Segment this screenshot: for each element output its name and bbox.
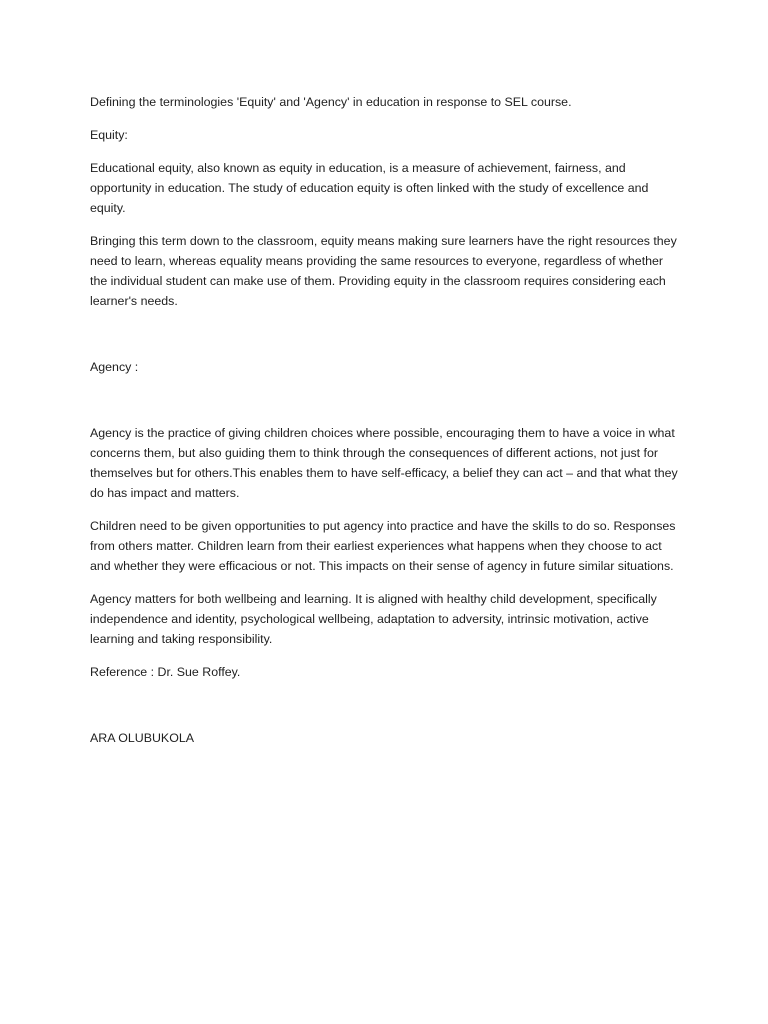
agency-heading: Agency :	[90, 360, 139, 374]
agency-paragraph-2: Children need to be given opportunities to put agency into practice and have the skills to do so. Responses from others matter. Children learn from their earliest experiences what happens when they choose to act and whether they were efficacious or not. This impacts on their sense of agency in future similar situations.	[90, 519, 676, 573]
reference-line: Reference : Dr. Sue Roffey.	[90, 665, 241, 679]
equity-heading: Equity:	[90, 128, 128, 142]
agency-paragraph-1: Agency is the practice of giving children choices where possible, encouraging them to have a voice in what concerns them, but also guiding them to think through the consequences of different actions, not just for themselves but for others.This enables them to have self-efficacy, a belief they can act – and that what they do has impact and matters.	[90, 426, 678, 500]
document-intro: Defining the terminologies 'Equity' and 'Agency' in education in response to SEL course.	[90, 95, 572, 109]
equity-paragraph-2: Bringing this term down to the classroom, equity means making sure learners have the right resources they need to learn, whereas equality means providing the same resources to everyone, regardless of whether the individual student can make use of them. Providing equity in the classroom requires considering each learner's needs.	[90, 234, 677, 308]
equity-paragraph-1: Educational equity, also known as equity in education, is a measure of achievement, fairness, and opportunity in education. The study of education equity is often linked with the study of excellence and equity.	[90, 161, 649, 215]
document-body	[90, 92, 680, 748]
author-name: ARA OLUBUKOLA	[90, 731, 194, 745]
agency-paragraph-3: Agency matters for both wellbeing and learning. It is aligned with healthy child development, specifically independence and identity, psychological wellbeing, adaptation to adversity, intrinsic motivation, active learning and taking responsibility.	[90, 592, 657, 646]
